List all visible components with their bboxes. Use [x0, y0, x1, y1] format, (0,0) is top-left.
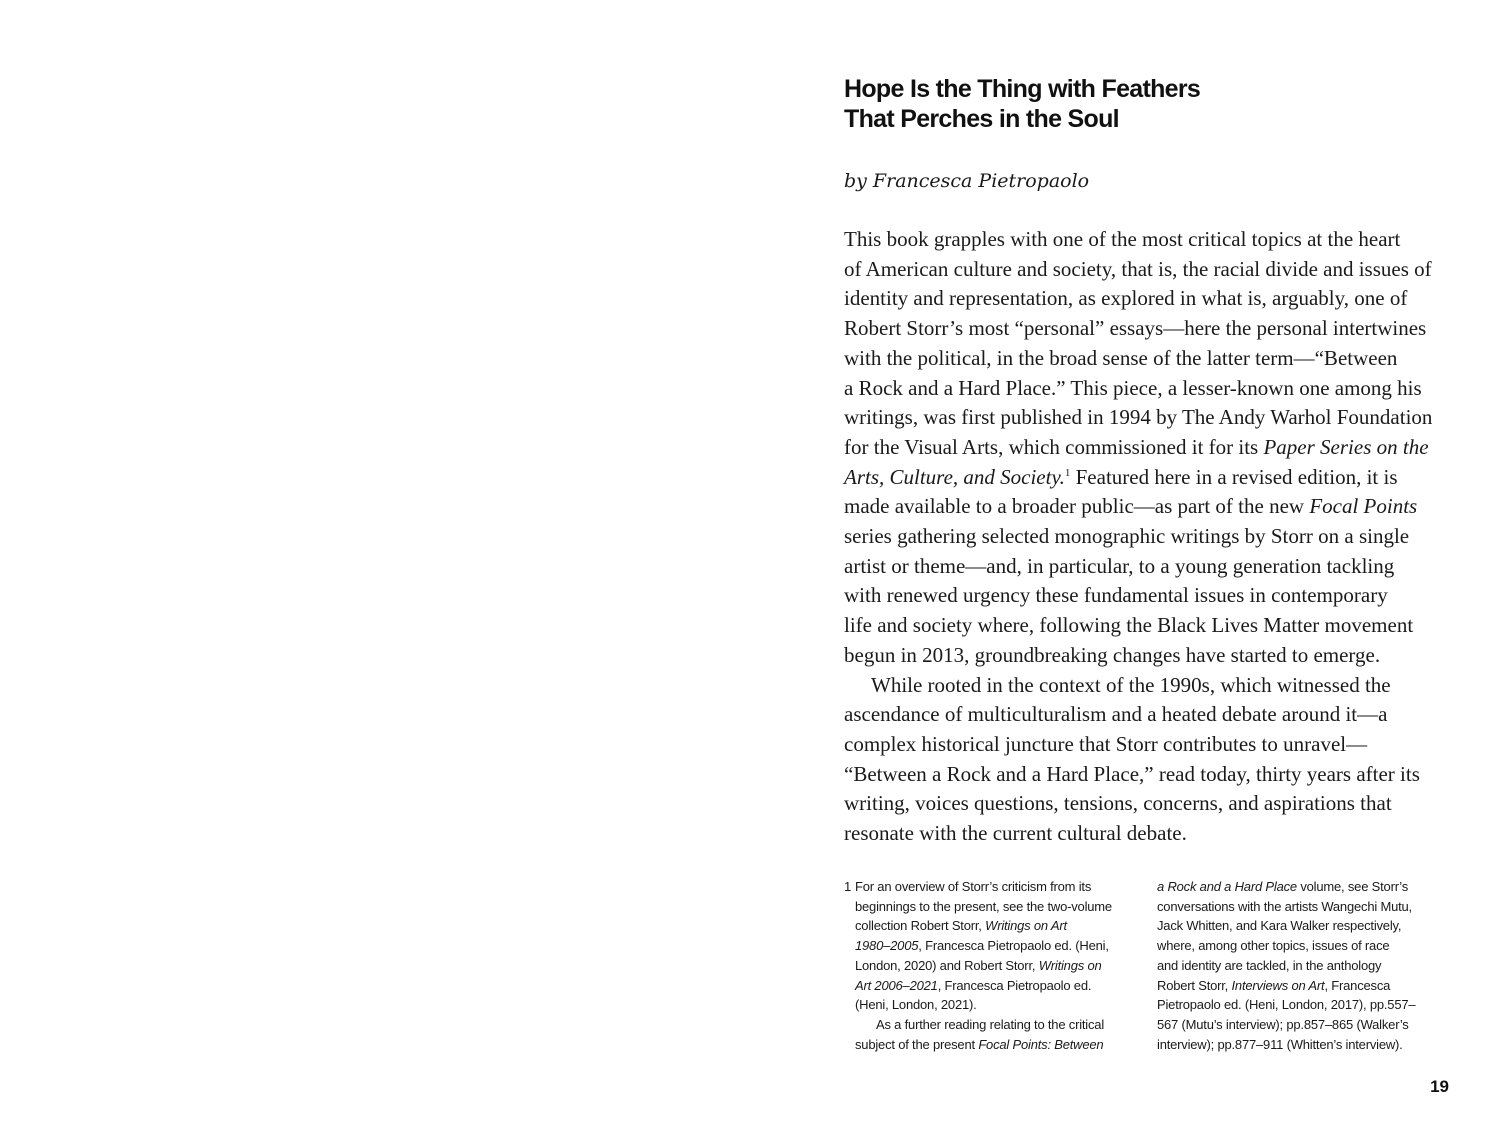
- book-title: Focal Points: Between: [978, 1036, 1104, 1052]
- publication-title: Paper Series on the: [1263, 434, 1429, 459]
- book-title: 1980–2005: [855, 938, 919, 954]
- footnote-line: For an overview of Storr’s criticism from its: [855, 879, 1092, 894]
- footnote-line: [844, 956, 1144, 976]
- body-line-paragraph-start: While rooted in the context of the 1990s, which witnessed the: [871, 672, 1391, 697]
- body-line: writings, was first published in 1994 by The Andy Warhol Foundation: [844, 405, 1433, 430]
- body-line: ascendance of multiculturalism and a heated debate around it—a: [844, 702, 1388, 727]
- body-text-run: made available to a broader public—as part of the new: [844, 494, 1310, 519]
- publication-title: Arts, Culture, and Society.: [844, 464, 1065, 489]
- body-line: life and society where, following the Black Lives Matter movement: [844, 613, 1414, 638]
- page-number: 19: [1430, 1077, 1449, 1096]
- body-line: complex historical juncture that Storr contributes to unravel—: [844, 731, 1368, 756]
- footnote-text-run: volume, see Storr’s: [1296, 879, 1409, 894]
- footnote-text-run: collection Robert Storr,: [855, 918, 986, 934]
- footnote-line: conversations with the artists Wangechi Mutu,: [1157, 898, 1412, 914]
- body-line: Robert Storr’s most “personal” essays—here the personal intertwines: [844, 316, 1427, 341]
- series-title: Focal Points: [1309, 494, 1418, 519]
- body-line: with renewed urgency these fundamental issues in contemporary: [844, 583, 1388, 608]
- body-line: [844, 492, 1484, 522]
- book-title: Writings on Art: [985, 918, 1067, 934]
- footnote-reference[interactable]: 1: [1064, 466, 1071, 479]
- body-line: series gathering selected monographic writings by Storr on a single: [844, 524, 1410, 549]
- body-line: artist or theme—and, in particular, to a young generation tackling: [844, 553, 1395, 578]
- footnote-line: [844, 1035, 1144, 1055]
- body-line: with the political, in the broad sense of the latter term—“Between: [844, 345, 1398, 370]
- body-line: [844, 463, 1484, 493]
- body-line: [844, 433, 1484, 463]
- footnote-line: interview); pp.877–911 (Whitten’s interview).: [1157, 1036, 1403, 1052]
- footnote-line: [844, 936, 1144, 956]
- essay-body: [844, 225, 1484, 849]
- right-page: [750, 0, 1500, 1136]
- book-title: Art 2006–2021: [855, 977, 938, 993]
- body-line: “Between a Rock and a Hard Place,” read today, thirty years after its: [844, 761, 1420, 786]
- title-line: Hope Is the Thing with Feathers: [844, 75, 1201, 103]
- footnote-line: [1157, 877, 1457, 897]
- footnote-line: [1157, 976, 1457, 996]
- footnote-line-paragraph-start: As a further reading relating to the critical: [876, 1016, 1105, 1032]
- book-title: Writings on: [1038, 957, 1102, 973]
- footnote-line: where, among other topics, issues of race: [1157, 938, 1390, 954]
- footnote-text-run: subject of the present: [855, 1036, 979, 1052]
- footnote-line: (Heni, London, 2021).: [855, 997, 977, 1013]
- footnote-line: Jack Whitten, and Kara Walker respectively,: [1157, 918, 1402, 934]
- footnote-column-2: [1157, 877, 1457, 1054]
- footnote-column-1: [844, 877, 1144, 1054]
- footnote-line: and identity are tackled, in the anthology: [1157, 957, 1382, 973]
- book-title: a Rock and a Hard Place: [1157, 879, 1297, 894]
- footnote-text-run: Robert Storr,: [1157, 977, 1232, 993]
- body-text-run: for the Visual Arts, which commissioned it for its: [844, 434, 1264, 459]
- footnote-text-run: , Francesca Pietropaolo ed.: [937, 977, 1092, 993]
- footnote-text-run: London, 2020) and Robert Storr,: [855, 957, 1039, 973]
- body-line: of American culture and society, that is, the racial divide and issues of: [844, 256, 1432, 281]
- footnote-number: 1: [844, 879, 852, 894]
- body-text-run: Featured here in a revised edition, it is: [1070, 464, 1398, 489]
- body-line: identity and representation, as explored in what is, arguably, one of: [844, 286, 1408, 311]
- footnote-line: beginnings to the present, see the two-volume: [855, 898, 1112, 914]
- body-line: begun in 2013, groundbreaking changes have started to emerge.: [844, 642, 1381, 667]
- footnote-line: [844, 916, 1144, 936]
- footnote-line: [844, 976, 1144, 996]
- body-line: writing, voices questions, tensions, concerns, and aspirations that: [844, 791, 1392, 816]
- essay-byline: by Francesca Pietropaolo: [844, 170, 1090, 192]
- body-line: a Rock and a Hard Place.” This piece, a lesser-known one among his: [844, 375, 1422, 400]
- footnote-text-run: , Francesca: [1324, 977, 1391, 993]
- title-line: That Perches in the Soul: [844, 105, 1119, 133]
- book-title: Interviews on Art: [1231, 977, 1325, 993]
- footnote-text-run: , Francesca Pietropaolo ed. (Heni,: [918, 938, 1109, 954]
- essay-title: [844, 74, 1404, 134]
- body-line: This book grapples with one of the most critical topics at the heart: [844, 227, 1401, 251]
- footnote-line: Pietropaolo ed. (Heni, London, 2017), pp.557–: [1157, 997, 1416, 1013]
- body-line: resonate with the current cultural debate.: [844, 821, 1187, 846]
- footnote-line: 567 (Mutu’s interview); pp.857–865 (Walker’s: [1157, 1016, 1409, 1032]
